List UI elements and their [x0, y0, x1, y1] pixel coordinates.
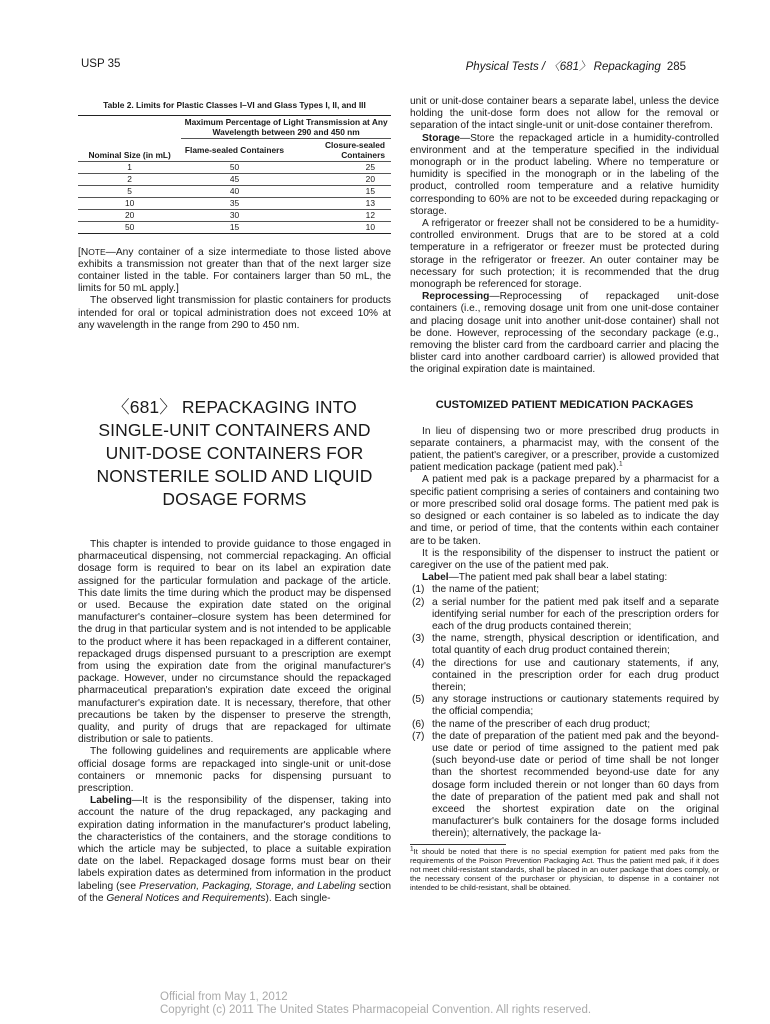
- light-transmission-paragraph: The observed light transmission for plastic containers for products intended for oral or topical administration does not exceed 10% at any wavelength in the range from 290 to 450 nm.: [78, 295, 391, 331]
- list-item-text: the name, strength, physical description or identification, and total quantity of each drug product contained therein;: [432, 633, 719, 657]
- table-header-max-transmission: Maximum Percentage of Light Transmission at Any Wavelength between 290 and 450 nm: [181, 115, 391, 138]
- chapter-title-line: DOSAGE FORMS: [162, 488, 307, 509]
- table-caption: Table 2. Limits for Plastic Classes I–VI and Glass Types I, II, and III: [103, 100, 366, 110]
- table-header-nominal-size: Nominal Size (in mL): [78, 115, 181, 161]
- table-note: [78, 246, 391, 296]
- light-transmission-table: [78, 115, 391, 234]
- table-row: [78, 173, 391, 185]
- list-item: [410, 731, 719, 841]
- table-row: [78, 197, 391, 209]
- storage-paragraph: [410, 133, 719, 218]
- table-cell: 1: [78, 161, 181, 173]
- footnote-mark: 1: [410, 845, 414, 853]
- storage-text: —Store the repackaged article in a humidity-controlled environment and at the temperature specified in the individual monograph or in the product labeling. Where no temperature or humidity is specified in the monograph or in the labeling of the product, controlled room temperature and a relative humidity corresponding to 60% are not to be exceeded during repackaging or storage.: [410, 132, 719, 217]
- table-cell: 45: [181, 173, 287, 185]
- page-number: 285: [666, 61, 686, 73]
- note-text: —Any container of a size intermediate to those listed above exhibits a transmission not greater than that of the next larger size container listed in the table. For containers larger than 50 mL, the limits for 50 mL apply.]: [78, 246, 391, 295]
- running-header-left: USP 35: [81, 58, 121, 70]
- reprocessing-paragraph: [410, 291, 719, 376]
- list-item-text: any storage instructions or cautionary statements required by the official compendia;: [432, 694, 719, 718]
- reprocessing-text: —Reprocessing of repackaged unit-dose containers (i.e., removing dosage unit from one unit-dose container and placing dosage unit into another unit-dose container) shall not be done. However, reprocessing of the secondary package (e.g., removing the blister card from the cardboard carrier and placing the blister card into another cardboard carrier) is allowed provided that the original expiration date is maintained.: [410, 291, 719, 376]
- table-header-closure-sealed: Closure-sealed Containers: [324, 139, 385, 160]
- med-pak-definition-paragraph: A patient med pak is a package prepared by a pharmacist for a specific patient comprising a series of containers and containing two or more prescribed solid oral dosage forms. The patient med pak is so designed or each container is so labeled as to indicate the day and time, or period of time, that the contents within each container are to be taken.: [410, 474, 719, 547]
- labeling-text: section of the: [78, 880, 391, 904]
- table-cell: 15: [181, 221, 287, 233]
- label-requirements-list: [410, 584, 719, 840]
- table-cell: 35: [181, 197, 287, 209]
- footnote-text: It should be noted that there is no special exemption for patient med paks from the requirements of the Poison Prevention Packaging Act. Thus the patient med pak, if it does not meet child-resistant standards, shall be placed in an outer package that does comply, or the necessary consent of the purchaser or physician, to dispense in a container not intended to be child-resistant, shall be obtained.: [410, 846, 719, 893]
- dispenser-responsibility-paragraph: It is the responsibility of the dispenser to instruct the patient or caregiver on the use of the patient med pak.: [410, 547, 719, 571]
- list-item-number: (2): [412, 596, 425, 608]
- list-item-text: the name of the patient;: [432, 584, 540, 596]
- list-item-number: (6): [412, 718, 425, 730]
- table-cell: 50: [181, 161, 287, 173]
- cpmp-paragraph: [410, 426, 719, 475]
- table-cell: 10: [288, 221, 391, 233]
- guidelines-paragraph: The following guidelines and requirements are applicable where official dosage forms are repackaged into single-unit or unit-dose containers or mnemonic packs for dispensing pursuant to prescription.: [78, 746, 391, 794]
- table-cell: 40: [181, 185, 287, 197]
- table-cell: 20: [288, 173, 391, 185]
- chapter-title-line: 〈681〉 REPACKAGING INTO: [112, 396, 357, 417]
- note-prefix: [N: [78, 246, 89, 258]
- table-cell: 5: [78, 185, 181, 197]
- labeling-paragraph: [78, 795, 391, 905]
- list-item: [410, 658, 719, 695]
- footnote-divider: [410, 844, 506, 845]
- watermark-copyright: Copyright (c) 2011 The United States Pharmacopeial Convention. All rights reserved.: [160, 1004, 592, 1016]
- left-column: [78, 96, 391, 905]
- list-item-text: the name of the prescriber of each drug product;: [432, 718, 651, 730]
- list-item-number: (1): [412, 584, 425, 596]
- list-item-text: the date of preparation of the patient med pak and the beyond-use date or period of time assigned to the patient med pak (such beyond-use date or period of time shall be not longer than the shortest recommended beyond-use date for any dosage form included therein or not longer than 60 days from the date of preparation of the patient med pak and shall not exceed the shortest expiration date on the original manufacturer's bulk containers for the dosage forms included therein); alternatively, the package la-: [432, 730, 719, 840]
- table-cell: 25: [288, 161, 391, 173]
- labeling-runin: Labeling: [90, 795, 132, 807]
- intro-paragraph: This chapter is intended to provide guidance to those engaged in pharmaceutical dispensing, not commercial repackaging. An official dosage form is required to bear on its label an expiration date assigned for the particular formulation and package of the article. This date limits the time during which the product may be dispensed or used. Because the expiration date stated on the original manufacturer's container–closure system has been determined for the drug in that particular system and is not intended to be applicable to the product where it has been repackaged in a different container, repackaged drugs dispensed pursuant to a prescription are exempt from using the expiration date from the original manufacturer's package. However, under no circumstance should the repackaged pharmaceutical preparation's expiration date exceed the original manufacturer's expiration date. It is necessary, therefore, that other precautions be taken by the dispenser to preserve the strength, quality, and purity of drugs that are repackaged for ultimate distribution or sale to patients.: [78, 538, 391, 746]
- list-item: [410, 633, 719, 657]
- list-item-number: (7): [412, 730, 425, 742]
- list-item-number: (3): [412, 633, 425, 645]
- labeling-text: ). Each single-: [265, 892, 331, 904]
- table-row: [78, 209, 391, 221]
- chapter-title-line: SINGLE-UNIT CONTAINERS AND: [98, 419, 371, 440]
- table-cell: 12: [288, 209, 391, 221]
- table-cell: 13: [288, 197, 391, 209]
- table-row: [78, 161, 391, 173]
- table-row: [78, 185, 391, 197]
- section-heading: CUSTOMIZED PATIENT MEDICATION PACKAGES: [435, 398, 694, 411]
- footnote-ref: 1: [618, 460, 623, 468]
- labeling-reference: General Notices and Requirements: [106, 892, 266, 904]
- footnote: [410, 847, 719, 893]
- table-cell: 15: [288, 185, 391, 197]
- label-text: —The patient med pak shall bear a label stating:: [448, 572, 668, 584]
- table-cell: 50: [78, 221, 181, 233]
- labeling-text: —It is the responsibility of the dispenser, taking into account the nature of the drug repackaged, any packaging and expiration dating information in the manufacturer's product labeling, the characteristics of the containers, and the storage conditions to which the article may be subjected, to place a suitable expiration date on the label. Repackaged dosage forms must bear on their labels expiration dates as determined from information in the product labeling (see: [78, 795, 391, 892]
- table-cell: 2: [78, 173, 181, 185]
- chapter-title: [78, 396, 391, 511]
- list-item-number: (5): [412, 694, 425, 706]
- list-item: [410, 719, 719, 731]
- list-item: [410, 584, 719, 596]
- continuation-paragraph: unit or unit-dose container bears a separate label, unless the device holding the unit-dose form does not allow for the removal or separation of the intact single-unit or unit-dose container therefrom.: [410, 96, 719, 132]
- table-cell: 20: [78, 209, 181, 221]
- list-item-text: the directions for use and cautionary statements, if any, contained in the prescription order for each drug product therein;: [432, 657, 719, 693]
- labeling-reference: Preservation, Packaging, Storage, and Labeling: [139, 880, 356, 892]
- cpmp-text: In lieu of dispensing two or more prescribed drug products in separate containers, a pharmacist may, with the consent of the patient, the patient's caregiver, or a prescriber, provide a customized patient medication package (patient med pak).: [410, 425, 719, 474]
- table-header-flame-sealed: Flame-sealed Containers: [184, 144, 285, 155]
- list-item-text: a serial number for the patient med pak itself and a separate identifying serial number for each of the prescription orders for each of the drug products contained therein;: [432, 596, 719, 632]
- note-smallcaps: OTE: [88, 246, 106, 257]
- label-runin: Label: [422, 572, 449, 584]
- watermark-official-date: Official from May 1, 2012: [160, 991, 288, 1003]
- table-cell: 30: [181, 209, 287, 221]
- list-item: [410, 694, 719, 718]
- list-item: [410, 597, 719, 634]
- table-cell: 10: [78, 197, 181, 209]
- storage-runin: Storage: [422, 132, 460, 144]
- refrigerator-paragraph: A refrigerator or freezer shall not be considered to be a humidity-controlled environment. Drugs that are to be stored at a cold temperature in a refrigerator or freezer must be protected during storage in the refrigerator or freezer. An outer container may be necessary for such protection; it is recommended that the drug monograph be referenced for storage.: [410, 218, 719, 291]
- label-paragraph: [410, 572, 719, 584]
- right-column: [410, 96, 719, 893]
- chapter-title-line: NONSTERILE SOLID AND LIQUID: [96, 465, 373, 486]
- reprocessing-runin: Reprocessing: [422, 291, 490, 303]
- table-row: [78, 221, 391, 233]
- running-header-right: [466, 58, 686, 74]
- list-item-number: (4): [412, 657, 425, 669]
- chapter-title-line: UNIT-DOSE CONTAINERS FOR: [105, 442, 364, 463]
- running-header-title: Physical Tests / 〈681〉 Repackaging: [465, 61, 661, 73]
